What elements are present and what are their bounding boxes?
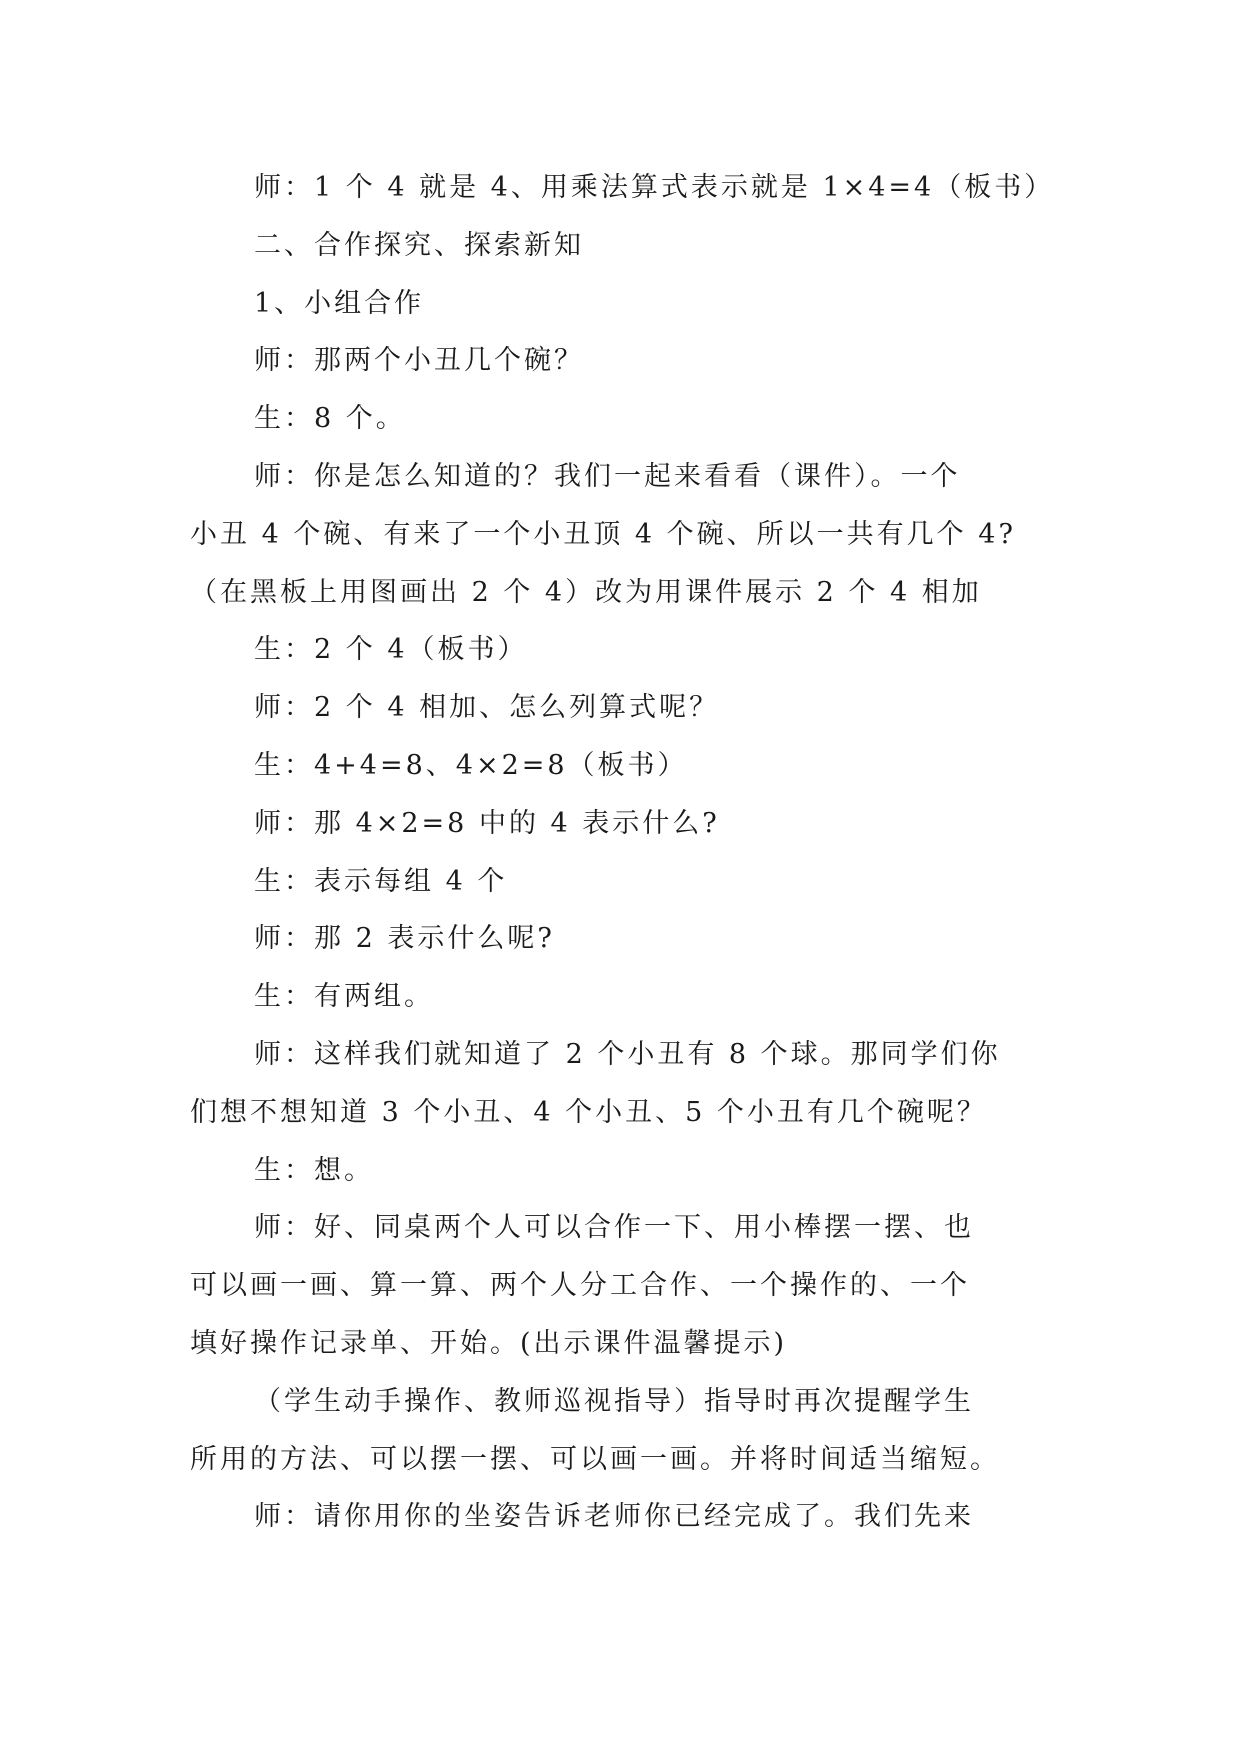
paragraph: 师：1 个 4 就是 4、用乘法算式表示就是 1×4=4（板书） [254, 172, 1055, 203]
paragraph-line: 师：好、同桌两个人可以合作一下、用小棒摆一摆、也 [254, 1212, 974, 1244]
paragraph-line: 师：这样我们就知道了 2 个小丑有 8 个球。那同学们你 [254, 1038, 1001, 1070]
paragraph: 师：那 2 表示什么呢? [254, 923, 555, 955]
paragraph-line: 填好操作记录单、开始。(出示课件温馨提示) [190, 1327, 788, 1359]
paragraph-line: 们想不想知道 3 个小丑、4 个小丑、5 个小丑有几个碗呢？ [190, 1096, 987, 1128]
document-body [190, 159, 1070, 1546]
paragraph: 生：2 个 4（板书） [254, 634, 528, 666]
paragraph-line: 小丑 4 个碗、有来了一个小丑顶 4 个碗、所以一共有几个 4? [190, 518, 1016, 550]
paragraph: 师：2 个 4 相加、怎么列算式呢？ [254, 692, 720, 724]
paragraph-line: 所用的方法、可以摆一摆、可以画一画。并将时间适当缩短。 [190, 1443, 1000, 1475]
paragraph: 师：那两个小丑几个碗？ [254, 345, 584, 377]
paragraph: 生：有两组。 [254, 981, 434, 1013]
section-heading: 二、合作探究、探索新知 [254, 229, 584, 261]
paragraph: 生：4+4=8、4×2=8（板书） [254, 749, 688, 781]
paragraph-line: （在黑板上用图画出 2 个 4）改为用课件展示 2 个 4 相加 [190, 576, 982, 608]
paragraph-line: （学生动手操作、教师巡视指导）指导时再次提醒学生 [254, 1385, 974, 1417]
paragraph-line: 师：你是怎么知道的？我们一起来看看（课件）。一个 [254, 460, 961, 492]
subsection-heading: 1、小组合作 [254, 287, 425, 319]
paragraph: 生：表示每组 4 个 [254, 865, 508, 897]
paragraph: 生：8 个。 [254, 403, 406, 435]
paragraph: 生：想。 [254, 1154, 374, 1186]
paragraph: 师：请你用你的坐姿告诉老师你已经完成了。我们先来 [254, 1501, 974, 1533]
paragraph: 师：那 4×2=8 中的 4 表示什么? [254, 807, 720, 839]
paragraph-line: 可以画一画、算一算、两个人分工合作、一个操作的、一个 [190, 1270, 970, 1302]
